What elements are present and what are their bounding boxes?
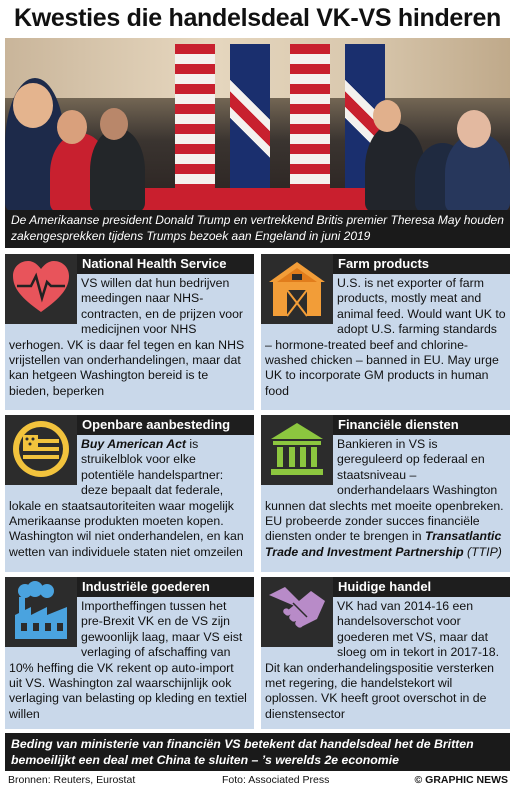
panel-text bbox=[261, 435, 510, 572]
panel-huidige-handel bbox=[261, 577, 510, 729]
panel-heading: Industriële goederen bbox=[77, 577, 254, 597]
panel-text-content: is struikelblok voor elke potentiële handelspartner: deze bepaalt dat federale, lokale en staatsautoriteiten waar mogelijk Amerikaanse produkten moeten kopen. Washington wil niet onderhandelen, en kan wetten van individuele staten niet omzeilen bbox=[9, 437, 244, 559]
person-face bbox=[457, 110, 491, 148]
panel-text-content: Importheffingen tussen het pre-Brexit VK en de VS zijn gewoonlijk laag, maar VS eist verlaging of afschaffing van 10% heffing die VK rekent op auto-import uit VS. Washington zal waarschijnlijk ook verlaging van belasting op kleding en textiel willen bbox=[9, 599, 247, 721]
photo-caption: De Amerikaanse president Donald Trump en vertrekkend Britis premier Theresa May houden zakengesprekken tijdens Trumps bezoek aan Engeland in juni 2019 bbox=[5, 210, 510, 248]
panel-national-health-service bbox=[5, 254, 254, 410]
panel-heading: Huidige handel bbox=[333, 577, 510, 597]
person-figure bbox=[90, 128, 145, 210]
panel-heading: Openbare aanbesteding bbox=[77, 415, 254, 435]
panel-text-content: VS willen dat hun bedrijven meedingen naar NHS-contracten, en de prijzen voor medicijnen voor NHS verhogen. VK is daar fel tegen en kan NHS vrijstellen van onderhandelingen, maar dat kan hetgeen Washington bereid is te bieden, beperken bbox=[9, 276, 245, 398]
panel-farm-products bbox=[261, 254, 510, 410]
footer-copyright: © GRAPHIC NEWS bbox=[414, 774, 508, 786]
panel-openbare-aanbesteding bbox=[5, 415, 254, 572]
panel-heading: Farm products bbox=[333, 254, 510, 274]
person-face bbox=[13, 83, 53, 128]
panel-text bbox=[261, 274, 510, 410]
panel-text-emphasis: Buy American Act bbox=[81, 437, 187, 451]
footer-sources: Bronnen: Reuters, Eurostat bbox=[8, 774, 136, 786]
us-flag bbox=[290, 44, 330, 194]
uk-flag bbox=[230, 44, 270, 194]
person-face bbox=[57, 110, 87, 144]
panel-text-content: VK had van 2014-16 een handelsoverschot voor goederen met VS, maar dat sloeg om in tekort in 2017-18. Dit kan onderhandelingspositie versterken met regering, die handelstekort wil oplossen. VK heeft groot overschot in de dienstensector bbox=[265, 599, 500, 721]
us-flag bbox=[175, 44, 215, 194]
panel-heading: National Health Service bbox=[77, 254, 254, 274]
panel-industriele-goederen bbox=[5, 577, 254, 729]
bottom-note: Beding van ministerie van financiën VS betekent dat handelsdeal het de Britten bemoeilijkt een deal met China te sluiten – ’s werelds 2e economie bbox=[5, 733, 510, 771]
panel-text bbox=[5, 274, 254, 410]
person-face bbox=[100, 108, 128, 140]
news-photo bbox=[5, 38, 510, 210]
panel-heading: Financiële diensten bbox=[333, 415, 510, 435]
panel-text-content: Bankieren in VS is gereguleerd op federaal en staatsniveau – onderhandelaars Washington kunnen dat slechts met moeite openbreken. EU probeerde zonder succes financiële diensten onder te brengen in bbox=[265, 437, 504, 544]
footer-photo-credit: Foto: Associated Press bbox=[222, 774, 330, 786]
panel-text-tail: (TTIP) bbox=[463, 544, 502, 559]
panel-financiele-diensten bbox=[261, 415, 510, 572]
panel-text-emphasis: Transatlantic Trade and Investment Partnership bbox=[265, 529, 502, 559]
page-title: Kwesties die handelsdeal VK-VS hinderen bbox=[13, 4, 502, 32]
meeting-table bbox=[135, 188, 395, 210]
person-face bbox=[373, 100, 401, 132]
panel-text-content: U.S. is net exporter of farm products, mostly meat and animal feed. Would want UK to adopt U.S. farming standards – hormone-treated beef and chlorine-washed chicken – banned in EU. May urge UK to incorporate GM products in human food bbox=[265, 276, 506, 398]
panel-text bbox=[5, 435, 254, 572]
panel-text bbox=[5, 597, 254, 729]
panel-text bbox=[261, 597, 510, 729]
